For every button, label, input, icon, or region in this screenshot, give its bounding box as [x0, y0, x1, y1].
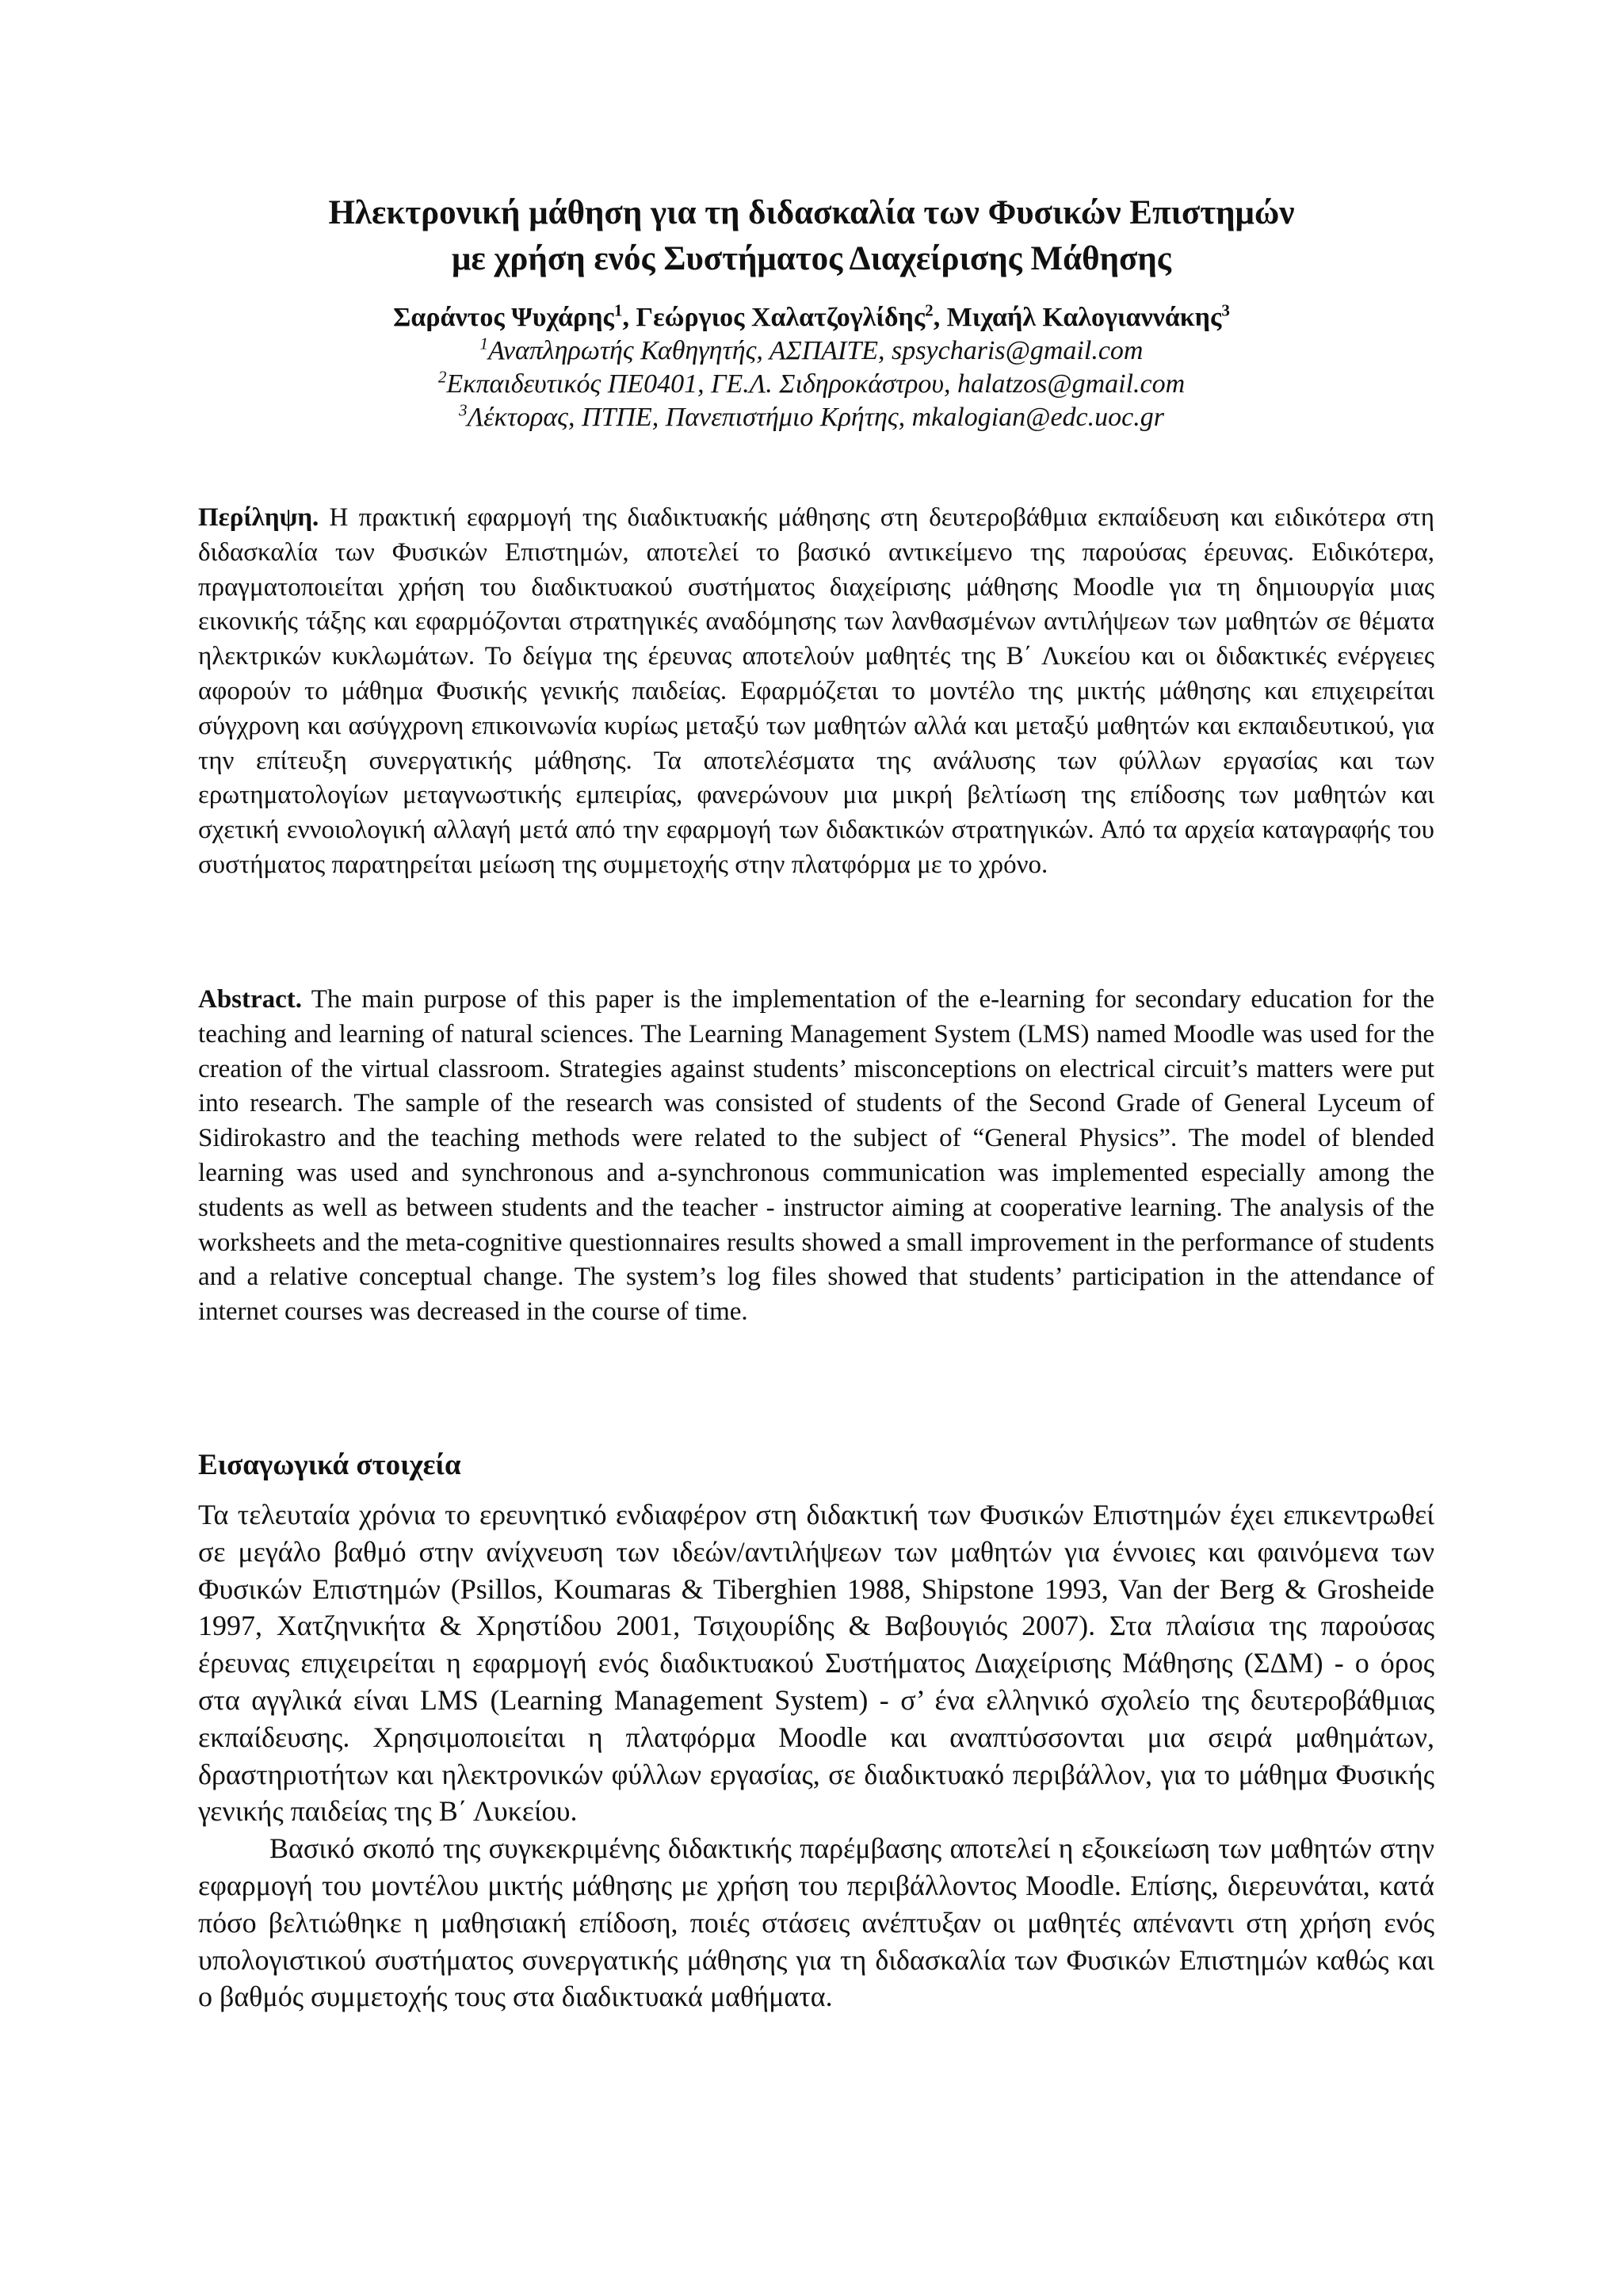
affiliation-line	[0, 368, 1623, 401]
body-paragraph: Βασικό σκοπό της συγκεκριμένης διδακτικής παρέμβασης αποτελεί η εξοικείωση των μαθητών στην εφαρμογή του μοντέλου μικτής μάθησης με χρήση του περιβάλλοντος Moodle. Επίσης, διερευνάται, κατά πόσο βελτιώθηκε η μαθησιακή επίδοση, ποιές στάσεις ανέπτυξαν οι μαθητές απέναντι στη χρήση ενός υπολογιστικού συστήματος συνεργατικής μάθησης για τη διδασκαλία των Φυσικών Επιστημών καθώς και ο βαθμός συμμετοχής τους στα διαδικτυακά μαθήματα.	[198, 1832, 1434, 2013]
affiliation-marker: 1	[479, 334, 489, 353]
author-name: Μιχαήλ Καλογιαννάκης	[946, 303, 1222, 332]
affiliation-text: Αναπληρωτής Καθηγητής, ΑΣΠΑΙΤΕ, spsycharis@gmail.com	[488, 336, 1144, 365]
author-affiliation-marker: 3	[1221, 300, 1230, 320]
abstract-greek-paragraph	[198, 501, 1434, 883]
author-separator: ,	[622, 303, 636, 332]
abstract-greek	[198, 501, 1434, 883]
affiliation-marker: 2	[437, 367, 447, 387]
abstract-greek-text: Η πρακτική εφαρμογή της διαδικτυακής μάθησης στη δευτεροβάθμια εκπαίδευση και ειδικότερα στη διδασκαλία των Φυσικών Επιστημών, αποτελεί το βασικό αντικείμενο της παρούσας έρευνας. Ειδικότερα, πραγματοποιείται χρήση του διαδικτυακού συστήματος διαχείρισης μάθησης Moodle για τη δημιουργία μιας εικονικής τάξης και εφαρμόζονται στρατηγικές αναδόμησης των λανθασμένων αντιλήψεων των μαθητών σε θέματα ηλεκτρικών κυκλωμάτων. Το δείγμα της έρευνας αποτελούν μαθητές της Β΄ Λυκείου και οι διδακτικές ενέργειες αφορούν το μάθημα Φυσικής γενικής παιδείας. Εφαρμόζεται το μοντέλο της μικτής μάθησης και επιχειρείται σύγχρονη και ασύγχρονη επικοινωνία κυρίως μεταξύ των μαθητών αλλά και μεταξύ μαθητών και εκπαιδευτικού, για την επίτευξη συνεργατικής μάθησης. Τα αποτελέσματα της ανάλυσης των φύλλων εργασίας και των ερωτηματολογίων μεταγνωστικής εμπειρίας, φανερώνουν μια μικρή βελτίωση της επίδοσης των μαθητών και σχετική εννοιολογική αλλαγή μετά από την εφαρμογή των διδακτικών στρατηγικών. Από τα αρχεία καταγραφής του συστήματος παρατηρείται μείωση της συμμετοχής στην πλατφόρμα με το χρόνο.	[198, 503, 1435, 879]
abstract-english	[198, 983, 1434, 1330]
author-affiliation-marker: 1	[613, 300, 623, 320]
author-name: Γεώργιος Χαλατζογλίδης	[636, 303, 926, 332]
abstract-english-paragraph	[198, 983, 1434, 1330]
title-line-1: Ηλεκτρονική μάθηση για τη διδασκαλία των Φυσικών Επιστημών	[328, 194, 1295, 231]
section-body	[198, 1496, 1434, 2015]
author-affiliation-marker: 2	[925, 300, 934, 320]
abstract-english-label: Abstract.	[198, 985, 303, 1014]
body-paragraph: Τα τελευταία χρόνια το ερευνητικό ενδιαφέρον στη διδακτική των Φυσικών Επιστημών έχει επικεντρωθεί σε μεγάλο βαθμό στην ανίχνευση των ιδεών/αντιλήψεων των μαθητών για έννοιες και φαινόμενα των Φυσικών Επιστημών (Psillos, Koumaras & Tiberghien 1988, Shipstone 1993, Van der Berg & Grosheide 1997, Χατζηνικήτα & Χρηστίδου 2001, Τσιχουρίδης & Βαβουγιός 2007). Στα πλαίσια της παρούσας έρευνας επιχειρείται η εφαρμογή ενός διαδικτυακού Συστήματος Διαχείρισης Μάθησης (ΣΔΜ) - ο όρος στα αγγλικά είναι LMS (Learning Management System) - σ’ ένα ελληνικό σχολείο της δευτεροβάθμιας εκπαίδευσης. Χρησιμοποιείται η πλατφόρμα Moodle και αναπτύσσονται μια σειρά μαθημάτων, δραστηριοτήτων και ηλεκτρονικών φύλλων εργασίας, σε διαδικτυακό περιβάλλον, για το μάθημα Φυσικής γενικής παιδείας της Β΄ Λυκείου.	[198, 1499, 1434, 1828]
abstract-greek-label: Περίληψη.	[198, 503, 319, 532]
affiliation-text: Λέκτορας, ΠΤΠΕ, Πανεπιστήμιο Κρήτης, mkalogian@edc.uoc.gr	[467, 403, 1164, 432]
author-name: Σαράντος Ψυχάρης	[393, 303, 614, 332]
affiliation-line	[0, 401, 1623, 434]
paper-title	[0, 190, 1623, 282]
author-separator: ,	[933, 303, 947, 332]
affiliation-text: Εκπαιδευτικός ΠΕ0401, ΓΕ.Λ. Σιδηροκάστρου, halatzos@gmail.com	[446, 369, 1186, 399]
title-line-2: με χρήση ενός Συστήματος Διαχείρισης Μάθησης	[452, 240, 1171, 277]
abstract-english-text: The main purpose of this paper is the implementation of the e-learning for secondary education for the teaching and learning of natural sciences. The Learning Management System (LMS) named Moodle was used for the creation of the virtual classroom. Strategies against students’ misconceptions on electrical circuit’s matters were put into research. The sample of the research was consisted of students of the Second Grade of General Lyceum of Sidirokastro and the teaching methods were related to the subject of “General Physics”. The model of blended learning was used and synchronous and a-synchronous communication was implemented especially among the students as well as between students and the teacher - instructor aiming at cooperative learning. The analysis of the worksheets and the meta-cognitive questionnaires results showed a small improvement in the performance of students and a relative conceptual change. The system’s log files showed that students’ participation in the attendance of internet courses was decreased in the course of time.	[198, 985, 1434, 1327]
section-heading: Εισαγωγικά στοιχεία	[198, 1449, 461, 1481]
affiliation-line	[0, 334, 1623, 368]
author-list	[0, 301, 1623, 334]
authors-block	[0, 301, 1623, 434]
affiliation-marker: 3	[459, 400, 468, 420]
